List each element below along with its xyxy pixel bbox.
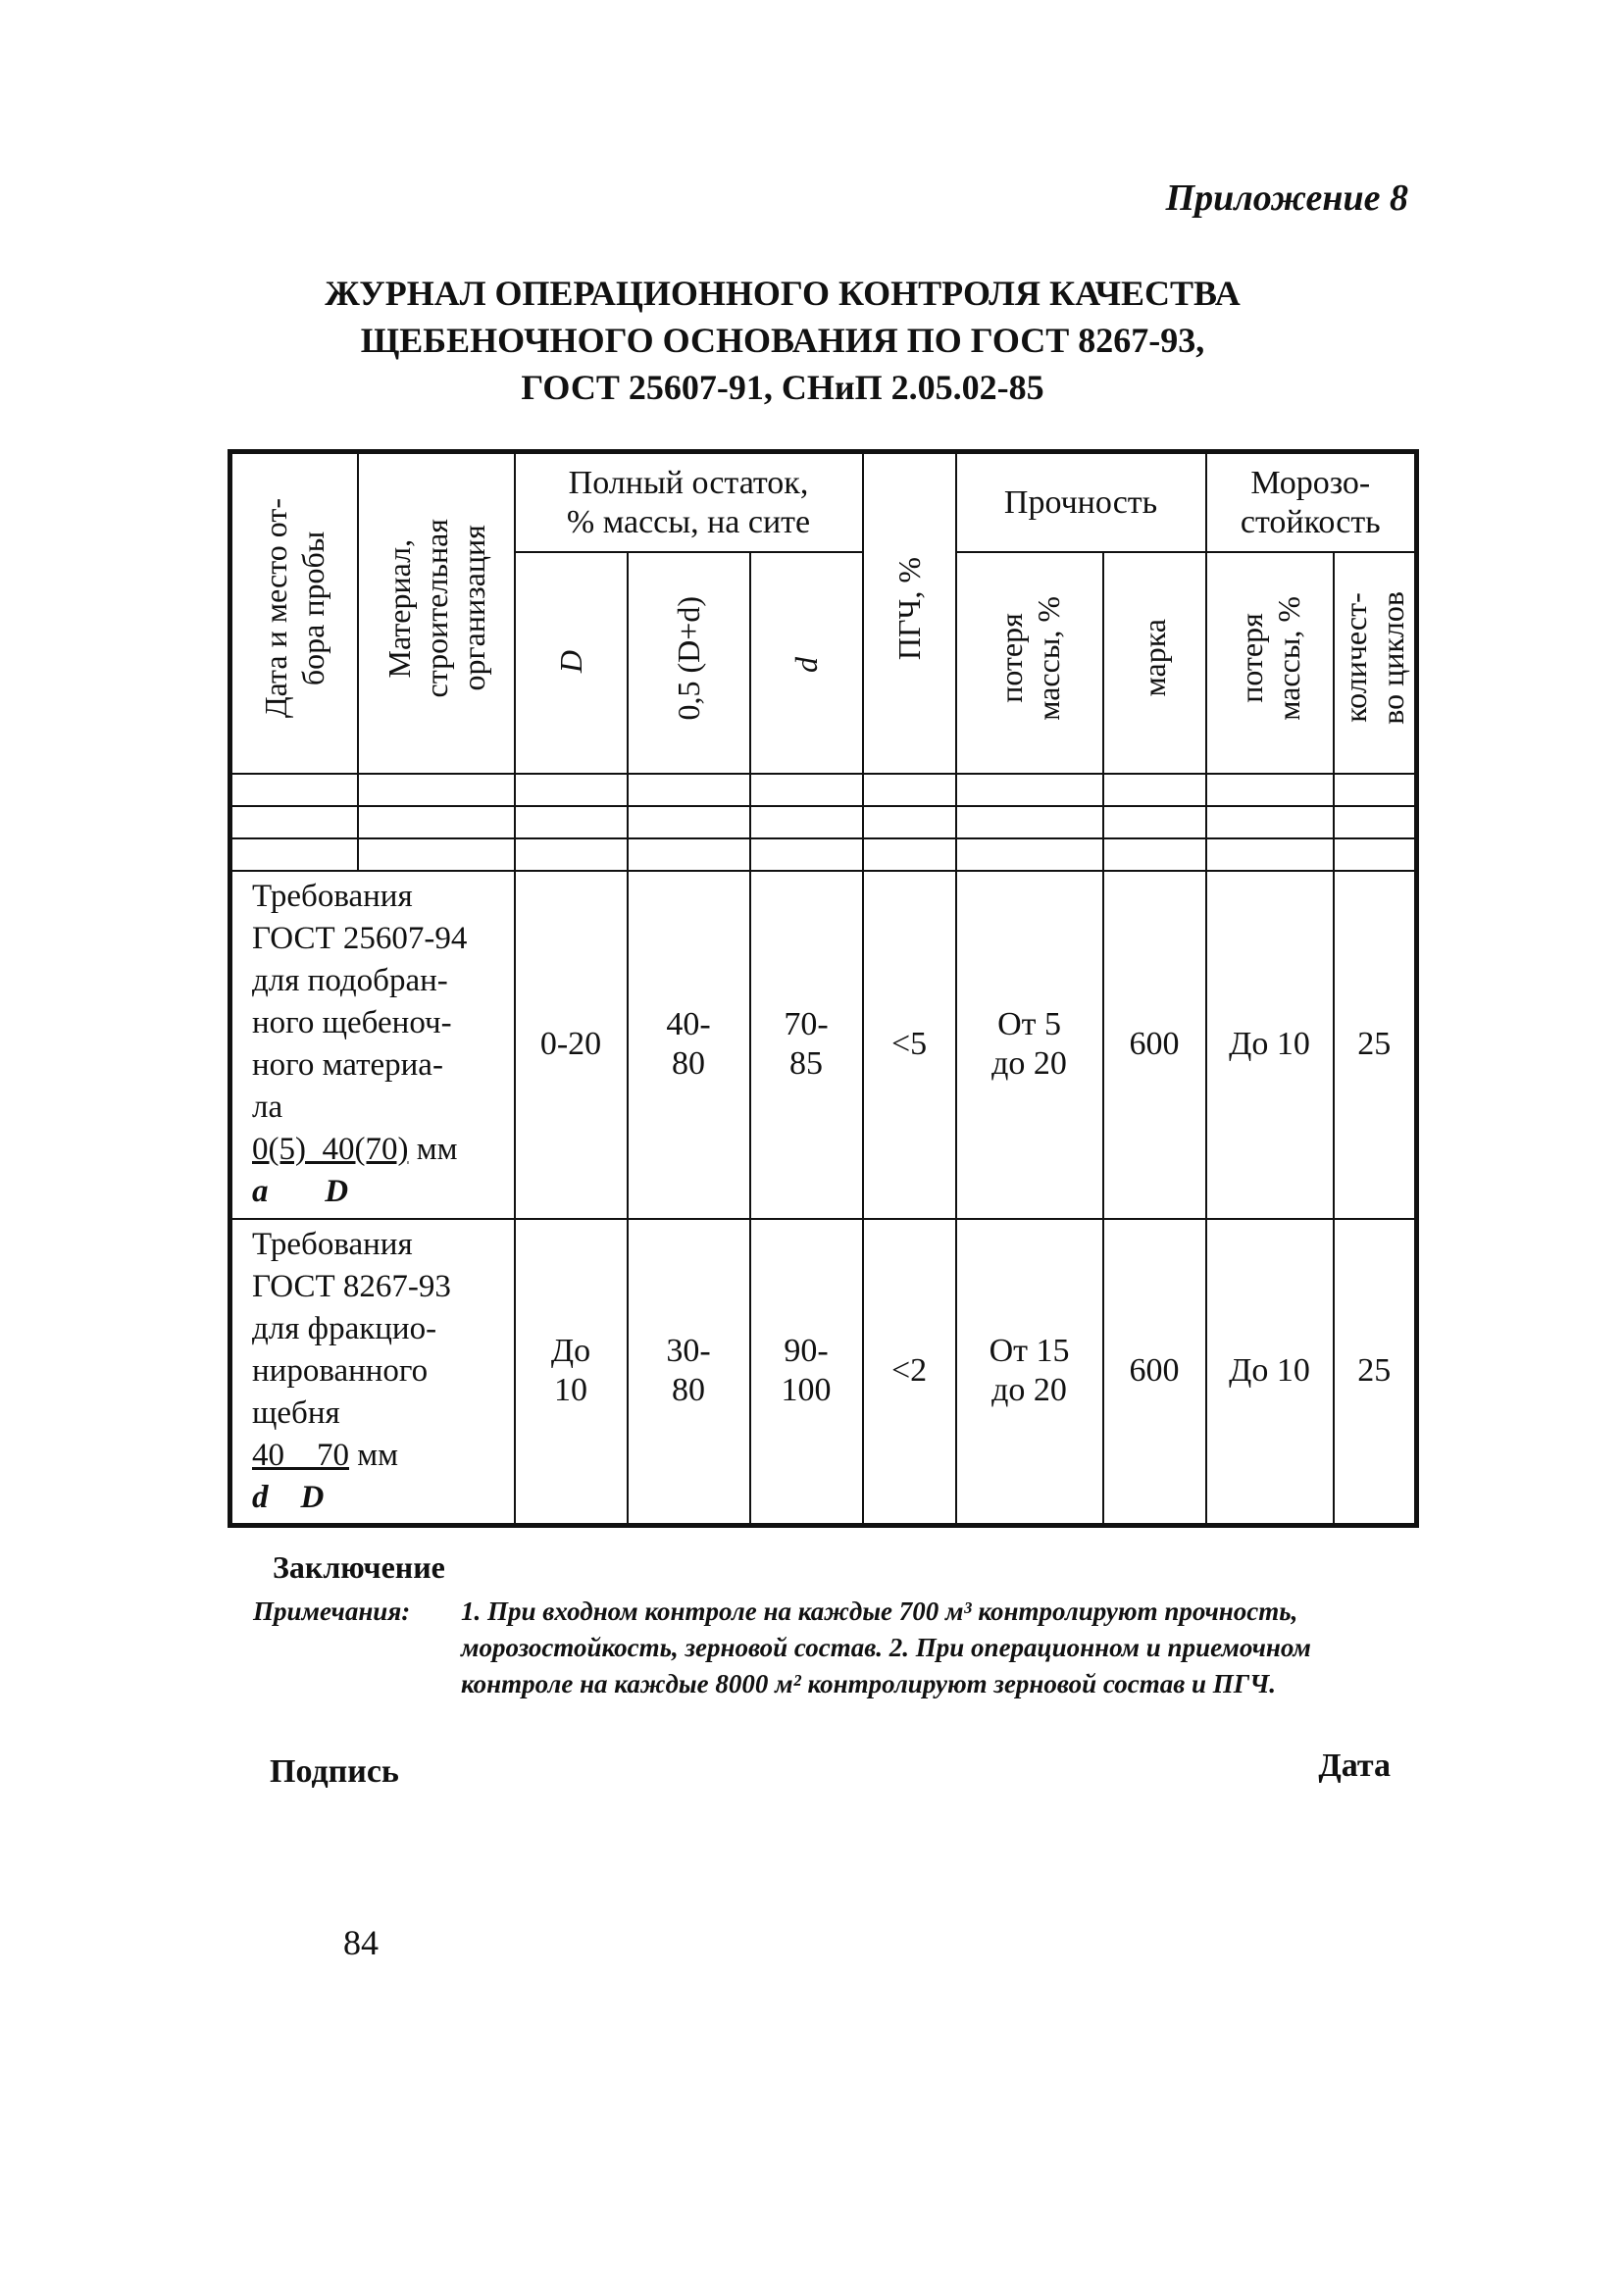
req2-loss: От 15 до 20 [956, 1219, 1103, 1526]
notes [253, 1594, 1400, 1702]
req2-description: Требования ГОСТ 8267-93 для фракцио- нированного щебня 40 _ 70 мм d D [230, 1219, 515, 1526]
title-line-3: ГОСТ 25607-91, СНиП 2.05.02-85 [521, 368, 1044, 407]
header-col-half: 0,5 (D+d) [628, 552, 750, 774]
empty-row [230, 806, 1417, 838]
notes-text: 1. При входном контроле на каждые 700 м³ контролируют прочность, морозостойкость, зерновой состав. 2. При операционном и приемочном контроле на каждые 8000 м² контролируют зерновой состав и ПГЧ. [461, 1596, 1311, 1698]
date-label: Дата [1318, 1748, 1391, 1784]
notes-label: Примечания: [253, 1596, 411, 1626]
requirements-row-gost-8267 [230, 1219, 1417, 1526]
empty-row [230, 838, 1417, 871]
header-cycles: количест- во циклов [1334, 552, 1417, 774]
req1-cycles: 25 [1334, 871, 1417, 1219]
header-col-d: d [750, 552, 863, 774]
req2-pgch: <2 [863, 1219, 956, 1526]
req1-loss: От 5 до 20 [956, 871, 1103, 1219]
empty-row [230, 774, 1417, 806]
header-col-D: D [515, 552, 628, 774]
req1-grade: 600 [1103, 871, 1206, 1219]
req1-description: Требования ГОСТ 25607-94 для подобран- ного щебеноч- ного материа- ла 0(5)_40(70) мм a D [230, 871, 515, 1219]
header-grade: марка [1103, 552, 1206, 774]
header-residue-group: Полный остаток, % массы, на сите [515, 452, 863, 553]
header-frost-group: Морозо- стойкость [1206, 452, 1417, 553]
header-pgch: ПГЧ, % [863, 452, 956, 775]
req2-d: 90- 100 [750, 1219, 863, 1526]
req2-half: 30- 80 [628, 1219, 750, 1526]
req2-cycles: 25 [1334, 1219, 1417, 1526]
req1-d: 70- 85 [750, 871, 863, 1219]
signature-label: Подпись [270, 1753, 399, 1790]
header-material: Материал, строительная организация [358, 452, 515, 775]
header-frost-loss: потеря массы, % [1206, 552, 1334, 774]
document-title [0, 270, 1624, 411]
req2-grade: 600 [1103, 1219, 1206, 1526]
title-line-2: ЩЕБЕНОЧНОГО ОСНОВАНИЯ ПО ГОСТ 8267-93, [360, 321, 1205, 360]
conclusion-label: Заключение [273, 1549, 445, 1585]
header-strength-group: Прочность [956, 452, 1206, 553]
page-number: 84 [343, 1923, 379, 1962]
req1-frost-loss: До 10 [1206, 871, 1334, 1219]
requirements-row-gost-25607 [230, 871, 1417, 1219]
header-loss-mass: потеря массы, % [956, 552, 1103, 774]
appendix-label: Приложение 8 [1165, 177, 1408, 219]
quality-control-journal-table [228, 449, 1419, 1528]
req2-frost-loss: До 10 [1206, 1219, 1334, 1526]
header-date-place: Дата и место от- бора пробы [230, 452, 358, 775]
req1-half: 40- 80 [628, 871, 750, 1219]
req2-D: До 10 [515, 1219, 628, 1526]
title-line-1: ЖУРНАЛ ОПЕРАЦИОННОГО КОНТРОЛЯ КАЧЕСТВА [325, 274, 1241, 313]
req1-pgch: <5 [863, 871, 956, 1219]
req1-D: 0-20 [515, 871, 628, 1219]
